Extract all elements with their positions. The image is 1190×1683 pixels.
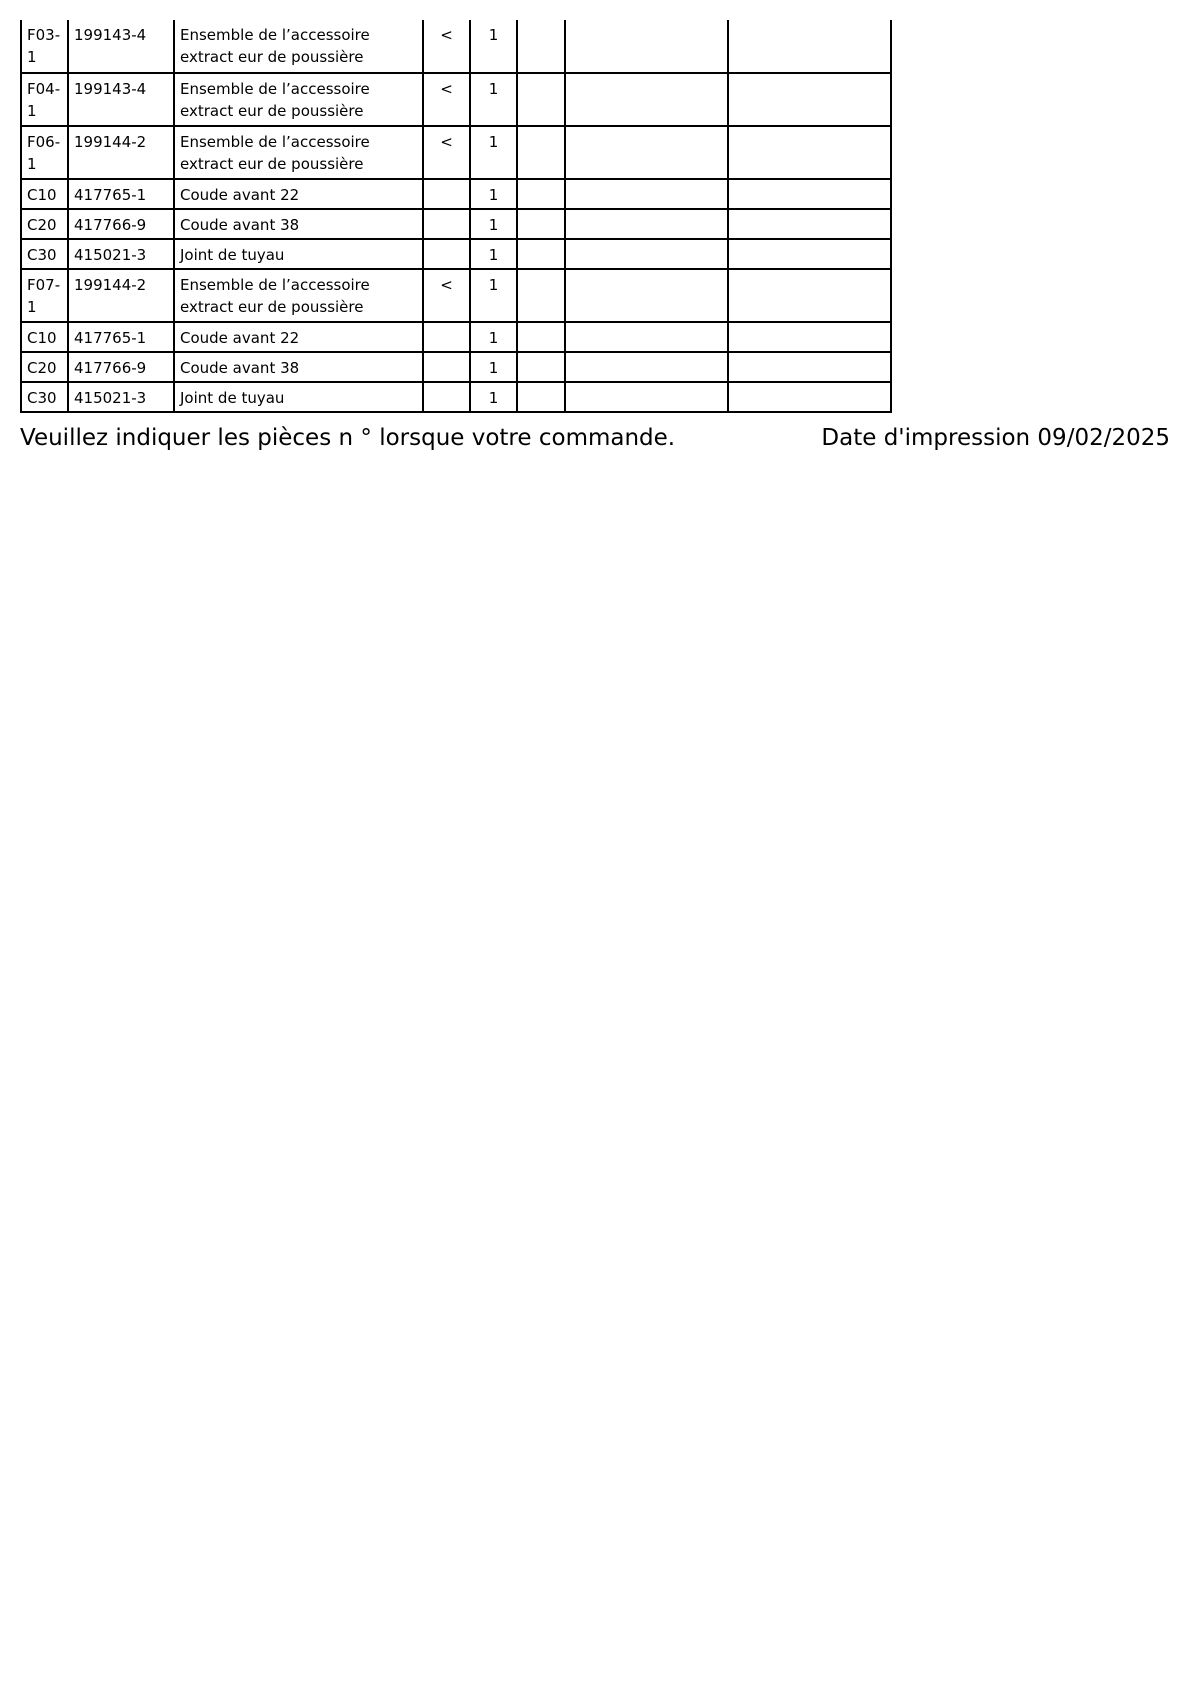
table-row xyxy=(21,209,891,239)
mark-cell xyxy=(423,352,470,382)
empty-cell xyxy=(517,269,565,322)
mark-cell xyxy=(423,179,470,209)
ref-cell: F04-1 xyxy=(21,73,68,126)
empty-cell xyxy=(517,382,565,412)
table-row xyxy=(21,73,891,126)
ref-cell: F06-1 xyxy=(21,126,68,179)
ref-cell: C30 xyxy=(21,382,68,412)
table-row xyxy=(21,352,891,382)
part-number-cell: 199144-2 xyxy=(68,269,174,322)
empty-cell xyxy=(517,179,565,209)
part-number-cell: 199143-4 xyxy=(68,20,174,73)
empty-cell xyxy=(517,239,565,269)
description-cell: Joint de tuyau xyxy=(174,239,423,269)
empty-cell xyxy=(517,209,565,239)
empty-cell xyxy=(565,352,728,382)
ref-cell: C10 xyxy=(21,322,68,352)
ref-cell: F03-1 xyxy=(21,20,68,73)
quantity-cell: 1 xyxy=(470,179,517,209)
table-row xyxy=(21,20,891,73)
part-number-cell: 199143-4 xyxy=(68,73,174,126)
table-row xyxy=(21,239,891,269)
description-cell: Coude avant 22 xyxy=(174,322,423,352)
empty-cell xyxy=(728,269,891,322)
table-row xyxy=(21,382,891,412)
mark-cell: < xyxy=(423,73,470,126)
table-row xyxy=(21,322,891,352)
mark-cell: < xyxy=(423,269,470,322)
part-number-cell: 415021-3 xyxy=(68,239,174,269)
table-row xyxy=(21,179,891,209)
empty-cell xyxy=(517,322,565,352)
empty-cell xyxy=(565,382,728,412)
description-cell: Coude avant 38 xyxy=(174,209,423,239)
table-row xyxy=(21,126,891,179)
empty-cell xyxy=(565,73,728,126)
empty-cell xyxy=(565,179,728,209)
description-cell: Joint de tuyau xyxy=(174,382,423,412)
empty-cell xyxy=(517,20,565,73)
empty-cell xyxy=(565,209,728,239)
ref-cell: F07-1 xyxy=(21,269,68,322)
empty-cell xyxy=(517,352,565,382)
quantity-cell: 1 xyxy=(470,269,517,322)
ref-cell: C30 xyxy=(21,239,68,269)
quantity-cell: 1 xyxy=(470,73,517,126)
quantity-cell: 1 xyxy=(470,239,517,269)
empty-cell xyxy=(728,73,891,126)
quantity-cell: 1 xyxy=(470,126,517,179)
ref-cell: C20 xyxy=(21,352,68,382)
empty-cell xyxy=(728,126,891,179)
empty-cell xyxy=(565,269,728,322)
mark-cell xyxy=(423,382,470,412)
part-number-cell: 415021-3 xyxy=(68,382,174,412)
mark-cell xyxy=(423,239,470,269)
empty-cell xyxy=(728,352,891,382)
empty-cell xyxy=(728,382,891,412)
quantity-cell: 1 xyxy=(470,382,517,412)
description-cell: Coude avant 38 xyxy=(174,352,423,382)
mark-cell xyxy=(423,322,470,352)
order-instruction-note: Veuillez indiquer les pièces n ° lorsque votre commande. xyxy=(20,425,676,451)
empty-cell xyxy=(517,73,565,126)
empty-cell xyxy=(728,322,891,352)
mark-cell xyxy=(423,209,470,239)
description-cell: Ensemble de l’accessoire extract eur de poussière xyxy=(174,20,423,73)
empty-cell xyxy=(565,20,728,73)
description-cell: Coude avant 22 xyxy=(174,179,423,209)
ref-cell: C20 xyxy=(21,209,68,239)
part-number-cell: 417765-1 xyxy=(68,322,174,352)
parts-table xyxy=(20,20,892,413)
ref-cell: C10 xyxy=(21,179,68,209)
empty-cell xyxy=(517,126,565,179)
part-number-cell: 417766-9 xyxy=(68,209,174,239)
description-cell: Ensemble de l’accessoire extract eur de poussière xyxy=(174,73,423,126)
description-cell: Ensemble de l’accessoire extract eur de poussière xyxy=(174,269,423,322)
empty-cell xyxy=(565,126,728,179)
part-number-cell: 417765-1 xyxy=(68,179,174,209)
quantity-cell: 1 xyxy=(470,20,517,73)
empty-cell xyxy=(728,239,891,269)
mark-cell: < xyxy=(423,126,470,179)
empty-cell xyxy=(728,179,891,209)
quantity-cell: 1 xyxy=(470,352,517,382)
table-row xyxy=(21,269,891,322)
part-number-cell: 417766-9 xyxy=(68,352,174,382)
description-cell: Ensemble de l’accessoire extract eur de poussière xyxy=(174,126,423,179)
empty-cell xyxy=(728,209,891,239)
part-number-cell: 199144-2 xyxy=(68,126,174,179)
empty-cell xyxy=(728,20,891,73)
mark-cell: < xyxy=(423,20,470,73)
empty-cell xyxy=(565,322,728,352)
empty-cell xyxy=(565,239,728,269)
quantity-cell: 1 xyxy=(470,322,517,352)
print-date: Date d'impression 09/02/2025 xyxy=(821,425,1170,451)
quantity-cell: 1 xyxy=(470,209,517,239)
